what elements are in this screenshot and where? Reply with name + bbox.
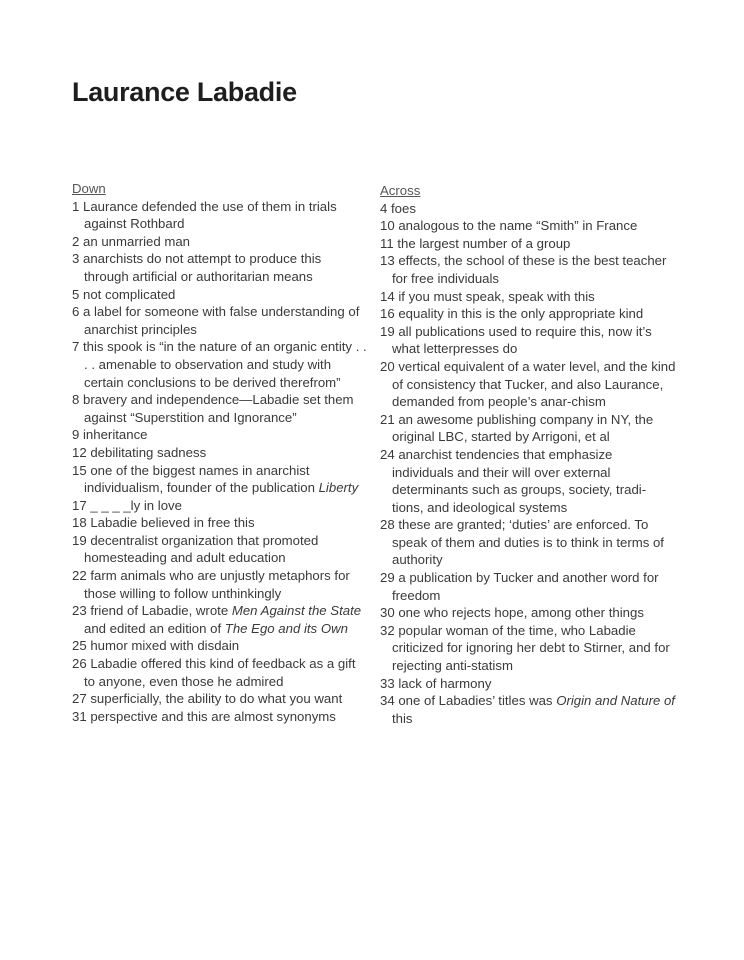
clue-text-part: 34 one of Labadies’ titles was: [380, 693, 557, 709]
down-clue: 22 farm animals who are unjustly metaphors for those willing to follow unthinkingly: [72, 568, 350, 601]
down-clue: 6 a label for someone with false understanding of anarchist principles: [72, 304, 360, 337]
across-clue: 29 a publication by Tucker and another word for freedom: [380, 570, 659, 603]
across-clue: 11 the largest number of a group: [380, 235, 571, 251]
down-clue: 2 an unmarried man: [72, 233, 191, 249]
down-clue: 5 not complicated: [72, 286, 176, 302]
clue-text-part: 23 friend of Labadie, wrote: [72, 603, 232, 619]
clue-text-part: 15 one of the biggest names in anarchist individualism, founder of the publication: [72, 462, 319, 496]
clue-title-italic: Liberty: [318, 480, 359, 496]
across-clue: 14 if you must speak, speak with this: [380, 288, 595, 304]
down-clue: [72, 462, 368, 497]
down-clue: 1 Laurance defended the use of them in trials against Rothbard: [72, 198, 337, 232]
down-clue: 19 decentralist organization that promoted homesteading and adult education: [72, 532, 319, 566]
down-clue: 27 superficially, the ability to do what you want: [72, 691, 343, 707]
across-clue: 28 these are granted; ‘duties’ are enforced. To speak of them and duties is to think in terms of authority: [380, 517, 664, 568]
clue-text-part: and edited an edition of: [84, 620, 225, 636]
down-clue: 31 perspective and this are almost synonyms: [72, 708, 336, 724]
across-clue: 10 analogous to the name “Smith” in France: [380, 218, 638, 234]
down-clue: 9 inheritance: [72, 427, 148, 443]
across-clue: 24 anarchist tendencies that emphasize individuals and their will over external determinants such as groups, society, tradi-tions, and ideological systems: [380, 446, 647, 515]
across-clue: 16 equality in this is the only appropriate kind: [380, 306, 644, 322]
down-clue-list: [72, 198, 368, 726]
down-clue: 8 bravery and independence—Labadie set them against “Superstition and Ignorance”: [72, 392, 354, 425]
clue-title-italic: The Ego and its Own: [224, 620, 348, 636]
across-clue: 30 one who rejects hope, among other things: [380, 605, 644, 621]
across-clue: [380, 692, 676, 727]
down-clue: 17 _ _ _ _ly in love: [72, 497, 182, 513]
down-clues-column: [72, 180, 368, 725]
down-heading: Down: [72, 181, 106, 196]
down-clue: 26 Labadie offered this kind of feedback as a gift to anyone, even those he admired: [72, 656, 356, 689]
across-clue: 21 an awesome publishing company in NY, the original LBC, started by Arrigoni, et al: [380, 411, 654, 445]
down-clue: 7 this spook is “in the nature of an organic entity . . . . amenable to observation and study with certain conclusions to be derived therefrom”: [72, 339, 367, 390]
down-clue: 25 humor mixed with disdain: [72, 638, 240, 654]
down-clue: [72, 602, 368, 637]
across-clue-list: [380, 200, 676, 728]
down-clue: 12 debilitating sadness: [72, 444, 207, 460]
across-clue: 19 all publications used to require this, now it’s what letterpresses do: [380, 323, 652, 357]
across-clue: 13 effects, the school of these is the best teacher for free individuals: [380, 253, 667, 286]
across-clues-column: [380, 182, 676, 727]
clue-title-italic: Men Against the State: [231, 603, 362, 619]
across-clue: 20 vertical equivalent of a water level, and the kind of consistency that Tucker, and also Laurance, demanded from people’s anar-chism: [380, 358, 676, 410]
page-title: Laurance Labadie: [72, 77, 297, 107]
clue-text-part: this: [392, 710, 413, 726]
down-clue: 3 anarchists do not attempt to produce this through artificial or authoritarian means: [72, 251, 322, 284]
across-clue: 32 popular woman of the time, who Labadie criticized for ignoring her debt to Stirner, and for rejecting anti-statism: [380, 622, 670, 674]
across-clue: 33 lack of harmony: [380, 675, 492, 691]
across-clue: 4 foes: [380, 200, 416, 216]
across-heading: Across: [380, 183, 421, 198]
down-clue: 18 Labadie believed in free this: [72, 515, 255, 531]
clue-title-italic: Origin and Nature of: [556, 693, 675, 709]
